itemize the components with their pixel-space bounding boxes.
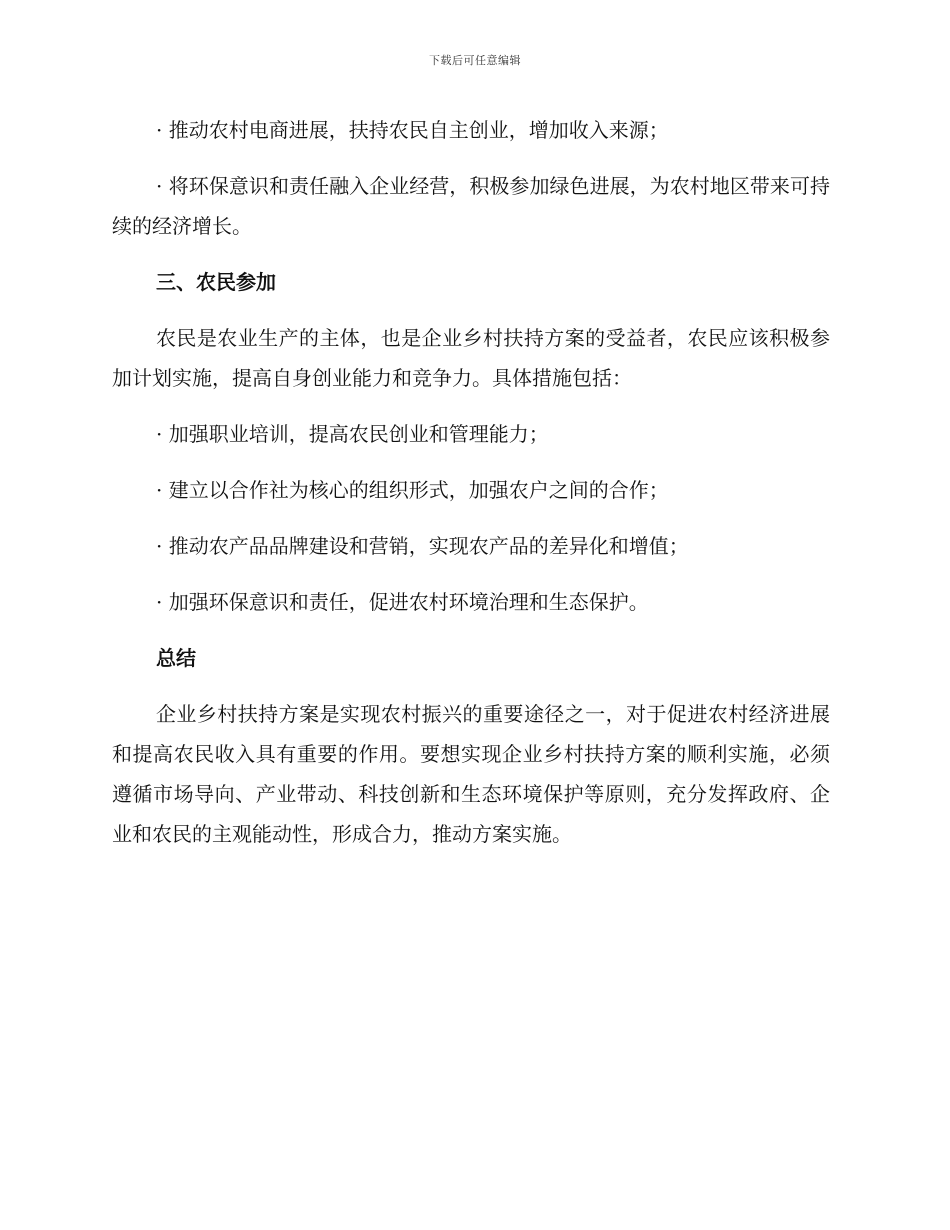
section-heading-summary: 总结: [156, 646, 196, 670]
section-heading-farmer-participation: 三、农民参加: [156, 270, 276, 294]
bullet-branding: · 推动农产品品牌建设和营销，实现农产品的差异化和增值；: [156, 534, 689, 558]
summary-paragraph: 企业乡村扶持方案是实现农村振兴的重要途径之一，对于促进农村经济进展和提高农民收入具有重要的作用。要想实现企业乡村扶持方案的顺利实施，必须遵循市场导向、产业带动、科技创新和生态环境保护等原则，充分发挥政府、企业和农民的主观能动性，形成合力，推动方案实施。: [112, 702, 830, 846]
section-intro-paragraph: 农民是农业生产的主体，也是企业乡村扶持方案的受益者，农民应该积极参加计划实施，提高自身创业能力和竞争力。具体措施包括：: [112, 326, 830, 390]
bullet-ecommerce: · 推动农村电商进展，扶持农民自主创业，增加收入来源；: [156, 118, 669, 142]
bullet-cooperative: · 建立以合作社为核心的组织形式，加强农户之间的合作；: [156, 478, 669, 502]
bullet-green-development: · 将环保意识和责任融入企业经营，积极参加绿色进展，为农村地区带来可持续的经济增长。: [112, 174, 830, 238]
document-body: [112, 110, 830, 870]
page-header-note: 下载后可任意编辑: [429, 54, 521, 67]
bullet-vocational-training: · 加强职业培训，提高农民创业和管理能力；: [156, 422, 549, 446]
bullet-environment: · 加强环保意识和责任，促进农村环境治理和生态保护。: [156, 590, 649, 614]
